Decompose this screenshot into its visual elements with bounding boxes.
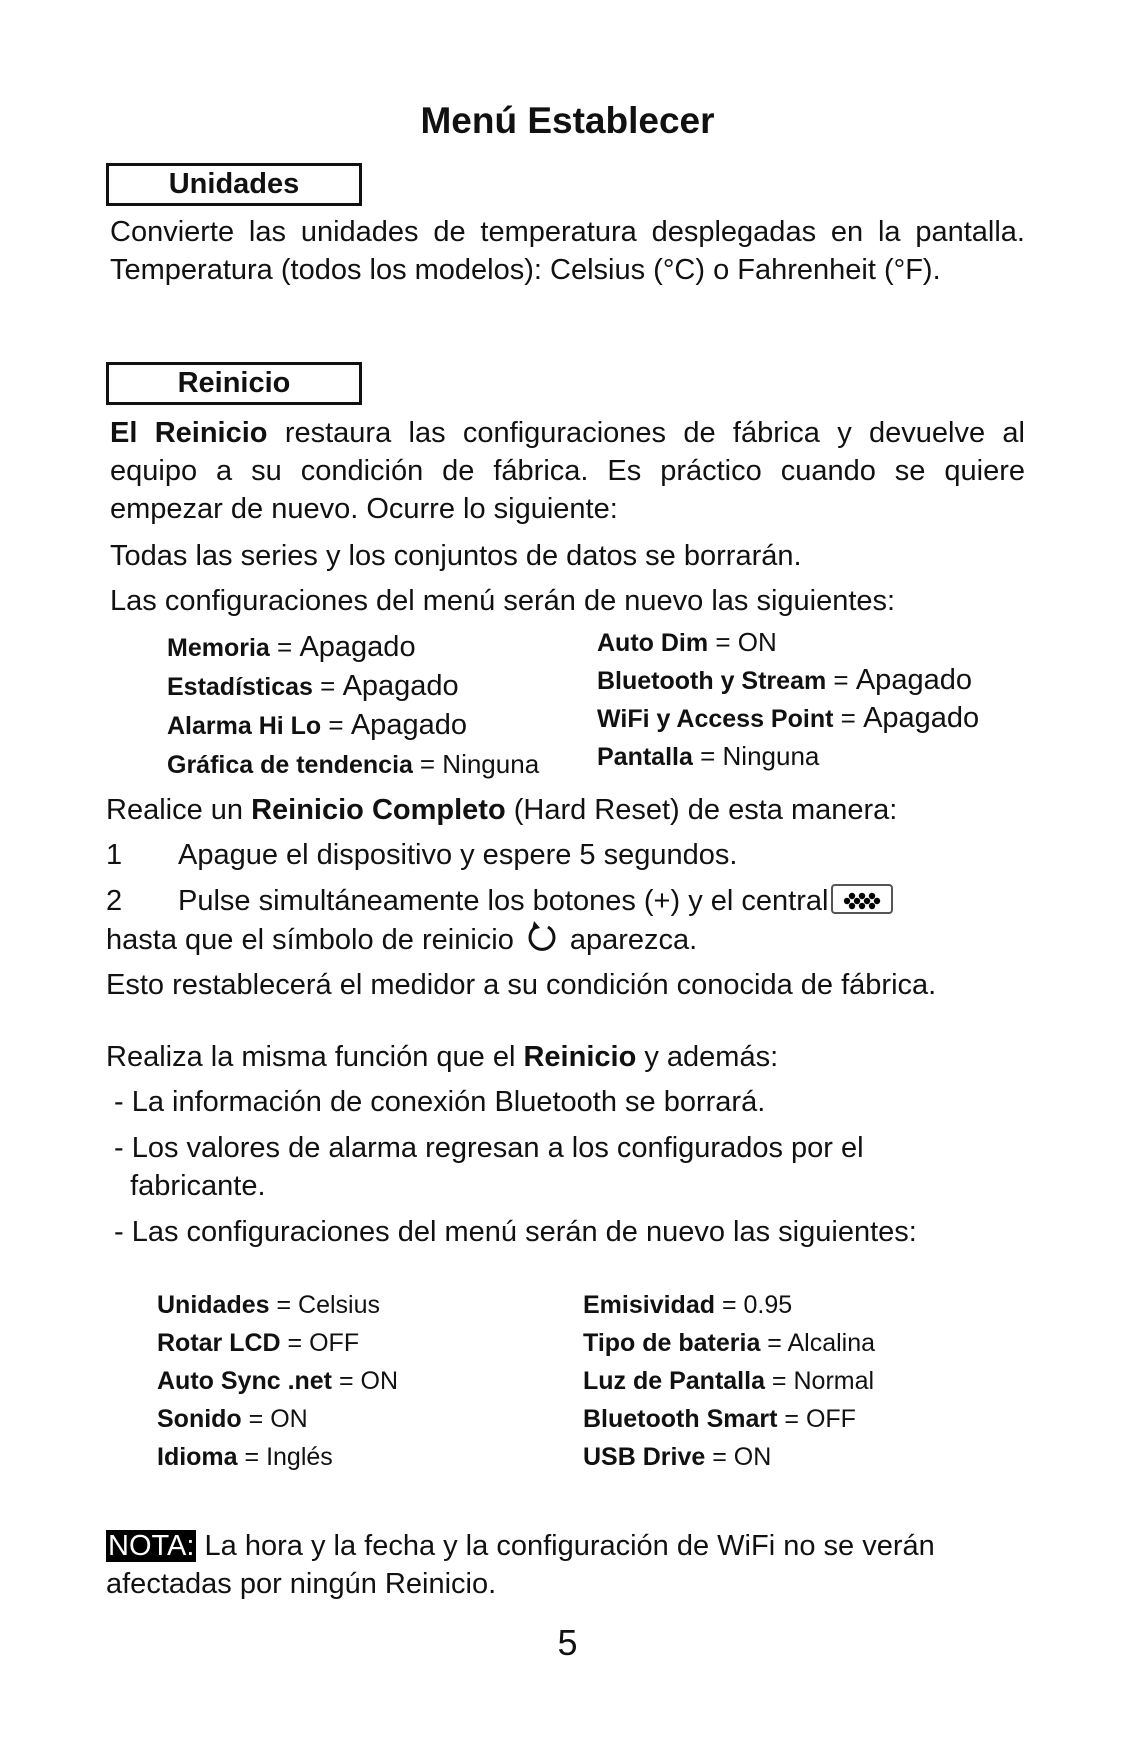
page-title: Menú Establecer <box>420 100 715 141</box>
reset-description-text: restaura las configuraciones de fábrica y devuelve al equipo a su condición de fábrica. Es práctico cuando se quiere empezar de nuevo. Ocurre lo siguiente: <box>110 417 1025 525</box>
page-number: 5 <box>557 1622 578 1663</box>
setting-equals: = <box>692 741 723 771</box>
setting-item <box>157 1286 398 1324</box>
setting-value: Apagado <box>299 631 416 663</box>
setting-equals: = <box>269 1291 299 1319</box>
hard-reset-intro-post: (Hard Reset) de esta manera: <box>505 794 898 826</box>
setting-item <box>157 1438 398 1476</box>
setting-name: WiFi y Access Point <box>597 705 834 733</box>
setting-name: Memoria <box>167 634 270 662</box>
setting-value: Ninguna <box>722 741 820 771</box>
full-reset-settings-right <box>583 1286 875 1476</box>
hard-reset-intro-bold: Reinicio Completo <box>251 794 506 826</box>
setting-name: Bluetooth Smart <box>583 1405 778 1433</box>
setting-value: ON <box>270 1405 308 1433</box>
setting-value: OFF <box>309 1329 360 1357</box>
setting-equals: = <box>312 671 343 701</box>
setting-equals: = <box>705 1443 734 1471</box>
setting-name: Luz de Pantalla <box>583 1367 765 1395</box>
setting-equals: = <box>708 627 738 657</box>
setting-equals: = <box>833 703 864 733</box>
setting-equals: = <box>419 749 443 779</box>
setting-value: Apagado <box>855 664 972 696</box>
setting-name: Auto Sync .net <box>157 1367 333 1395</box>
setting-item <box>583 1400 875 1438</box>
setting-equals: = <box>321 710 351 740</box>
setting-item <box>597 700 979 738</box>
hard-reset-intro <box>106 791 897 829</box>
reset-settings-right <box>597 624 979 776</box>
setting-equals: = <box>241 1405 271 1433</box>
setting-item <box>157 1400 398 1438</box>
center-button-icon <box>831 884 893 914</box>
setting-name: Pantalla <box>597 743 693 771</box>
full-reset-bullet-cont: fabricante. <box>114 1170 266 1202</box>
full-reset-bullet: - Los valores de alarma regresan a los configurados por el <box>114 1132 864 1164</box>
setting-equals: = <box>269 632 300 662</box>
step-text: Apague el dispositivo y espere 5 segundos. <box>178 839 738 871</box>
setting-item <box>597 738 979 776</box>
setting-item <box>597 662 979 700</box>
hard-reset-step-2-cont <box>106 921 697 959</box>
setting-name: Gráfica de tendencia <box>167 751 420 779</box>
setting-name: Emisividad <box>583 1291 722 1319</box>
section-heading-units: Unidades <box>106 163 362 206</box>
full-reset-intro-pre: Realiza la misma función que el <box>106 1041 524 1073</box>
setting-name: Alarma Hi Lo <box>167 712 322 740</box>
setting-name: Rotar LCD <box>157 1329 281 1357</box>
setting-value: ON <box>360 1367 399 1395</box>
note-text: La hora y la fecha y la configuración de WiFi no se verán afectadas por ningún Reinicio. <box>106 1530 935 1600</box>
setting-item <box>167 745 539 784</box>
setting-equals: = <box>332 1367 361 1395</box>
full-reset-intro-post: y además: <box>636 1041 779 1073</box>
setting-item <box>157 1362 398 1400</box>
setting-value: Apagado <box>863 702 980 734</box>
setting-equals: = <box>826 665 856 695</box>
setting-name: Auto Dim <box>597 629 709 657</box>
full-reset-bullet: - La información de conexión Bluetooth se borrará. <box>114 1086 766 1118</box>
setting-name: Estadísticas <box>167 673 313 701</box>
full-reset-intro <box>106 1038 778 1076</box>
note <box>106 1527 1026 1603</box>
hard-reset-step-1 <box>106 836 737 874</box>
setting-equals: = <box>280 1329 310 1357</box>
setting-value: Apagado <box>342 670 459 702</box>
full-reset-bullet: - Las configuraciones del menú serán de nuevo las siguientes: <box>114 1216 917 1248</box>
reset-settings-left <box>167 628 539 784</box>
reset-line-2: Las configuraciones del menú serán de nuevo las siguientes: <box>110 585 896 617</box>
setting-equals: = <box>764 1367 794 1395</box>
setting-value: Ninguna <box>442 749 540 779</box>
setting-item <box>167 706 539 745</box>
setting-item <box>583 1362 875 1400</box>
setting-value: Alcalina <box>787 1329 876 1357</box>
setting-item <box>157 1324 398 1362</box>
setting-value: OFF <box>805 1405 856 1433</box>
note-label: NOTA: <box>108 1530 195 1562</box>
step-text: Pulse simultáneamente los botones (+) y el central <box>178 885 829 917</box>
setting-name: Idioma <box>157 1443 238 1471</box>
reset-line-1: Todas las series y los conjuntos de datos se borrarán. <box>110 540 802 572</box>
setting-value: Normal <box>793 1367 875 1395</box>
full-reset-settings-left <box>157 1286 398 1476</box>
step-text: aparezca. <box>569 924 698 956</box>
full-reset-intro-bold: Reinicio <box>523 1041 637 1073</box>
setting-value: ON <box>737 627 777 657</box>
units-description: Convierte las unidades de temperatura desplegadas en la pantalla. Temperatura (todos los modelos): Celsius (°C) o Fahrenheit (°F). <box>110 216 1025 286</box>
setting-item <box>167 628 539 667</box>
setting-value: Apagado <box>350 709 467 741</box>
setting-item <box>597 624 979 662</box>
step-number: 1 <box>106 839 123 871</box>
setting-name: USB Drive <box>583 1443 706 1471</box>
step-text: hasta que el símbolo de reinicio <box>106 924 514 956</box>
hard-reset-closing: Esto restablecerá el medidor a su condición conocida de fábrica. <box>106 969 937 1001</box>
setting-value: 0.95 <box>743 1291 793 1319</box>
section-heading-reset: Reinicio <box>106 362 362 405</box>
setting-name: Unidades <box>157 1291 270 1319</box>
setting-name: Tipo de bateria <box>583 1329 761 1357</box>
setting-equals: = <box>760 1329 788 1357</box>
setting-equals: = <box>237 1443 267 1471</box>
setting-name: Sonido <box>157 1405 242 1433</box>
reset-description <box>110 414 1025 528</box>
hard-reset-intro-pre: Realice un <box>106 794 252 826</box>
step-number: 2 <box>106 885 123 917</box>
setting-value: Celsius <box>298 1291 381 1319</box>
setting-value: ON <box>733 1443 772 1471</box>
reset-description-bold: El Reinicio <box>110 417 268 449</box>
setting-equals: = <box>777 1405 806 1433</box>
setting-item <box>583 1324 875 1362</box>
setting-item <box>583 1286 875 1324</box>
setting-item <box>167 667 539 706</box>
setting-value: Inglés <box>266 1443 333 1471</box>
setting-item <box>583 1438 875 1476</box>
hard-reset-step-2 <box>106 882 893 920</box>
reset-icon <box>524 919 560 955</box>
setting-equals: = <box>721 1291 744 1319</box>
setting-name: Bluetooth y Stream <box>597 667 827 695</box>
